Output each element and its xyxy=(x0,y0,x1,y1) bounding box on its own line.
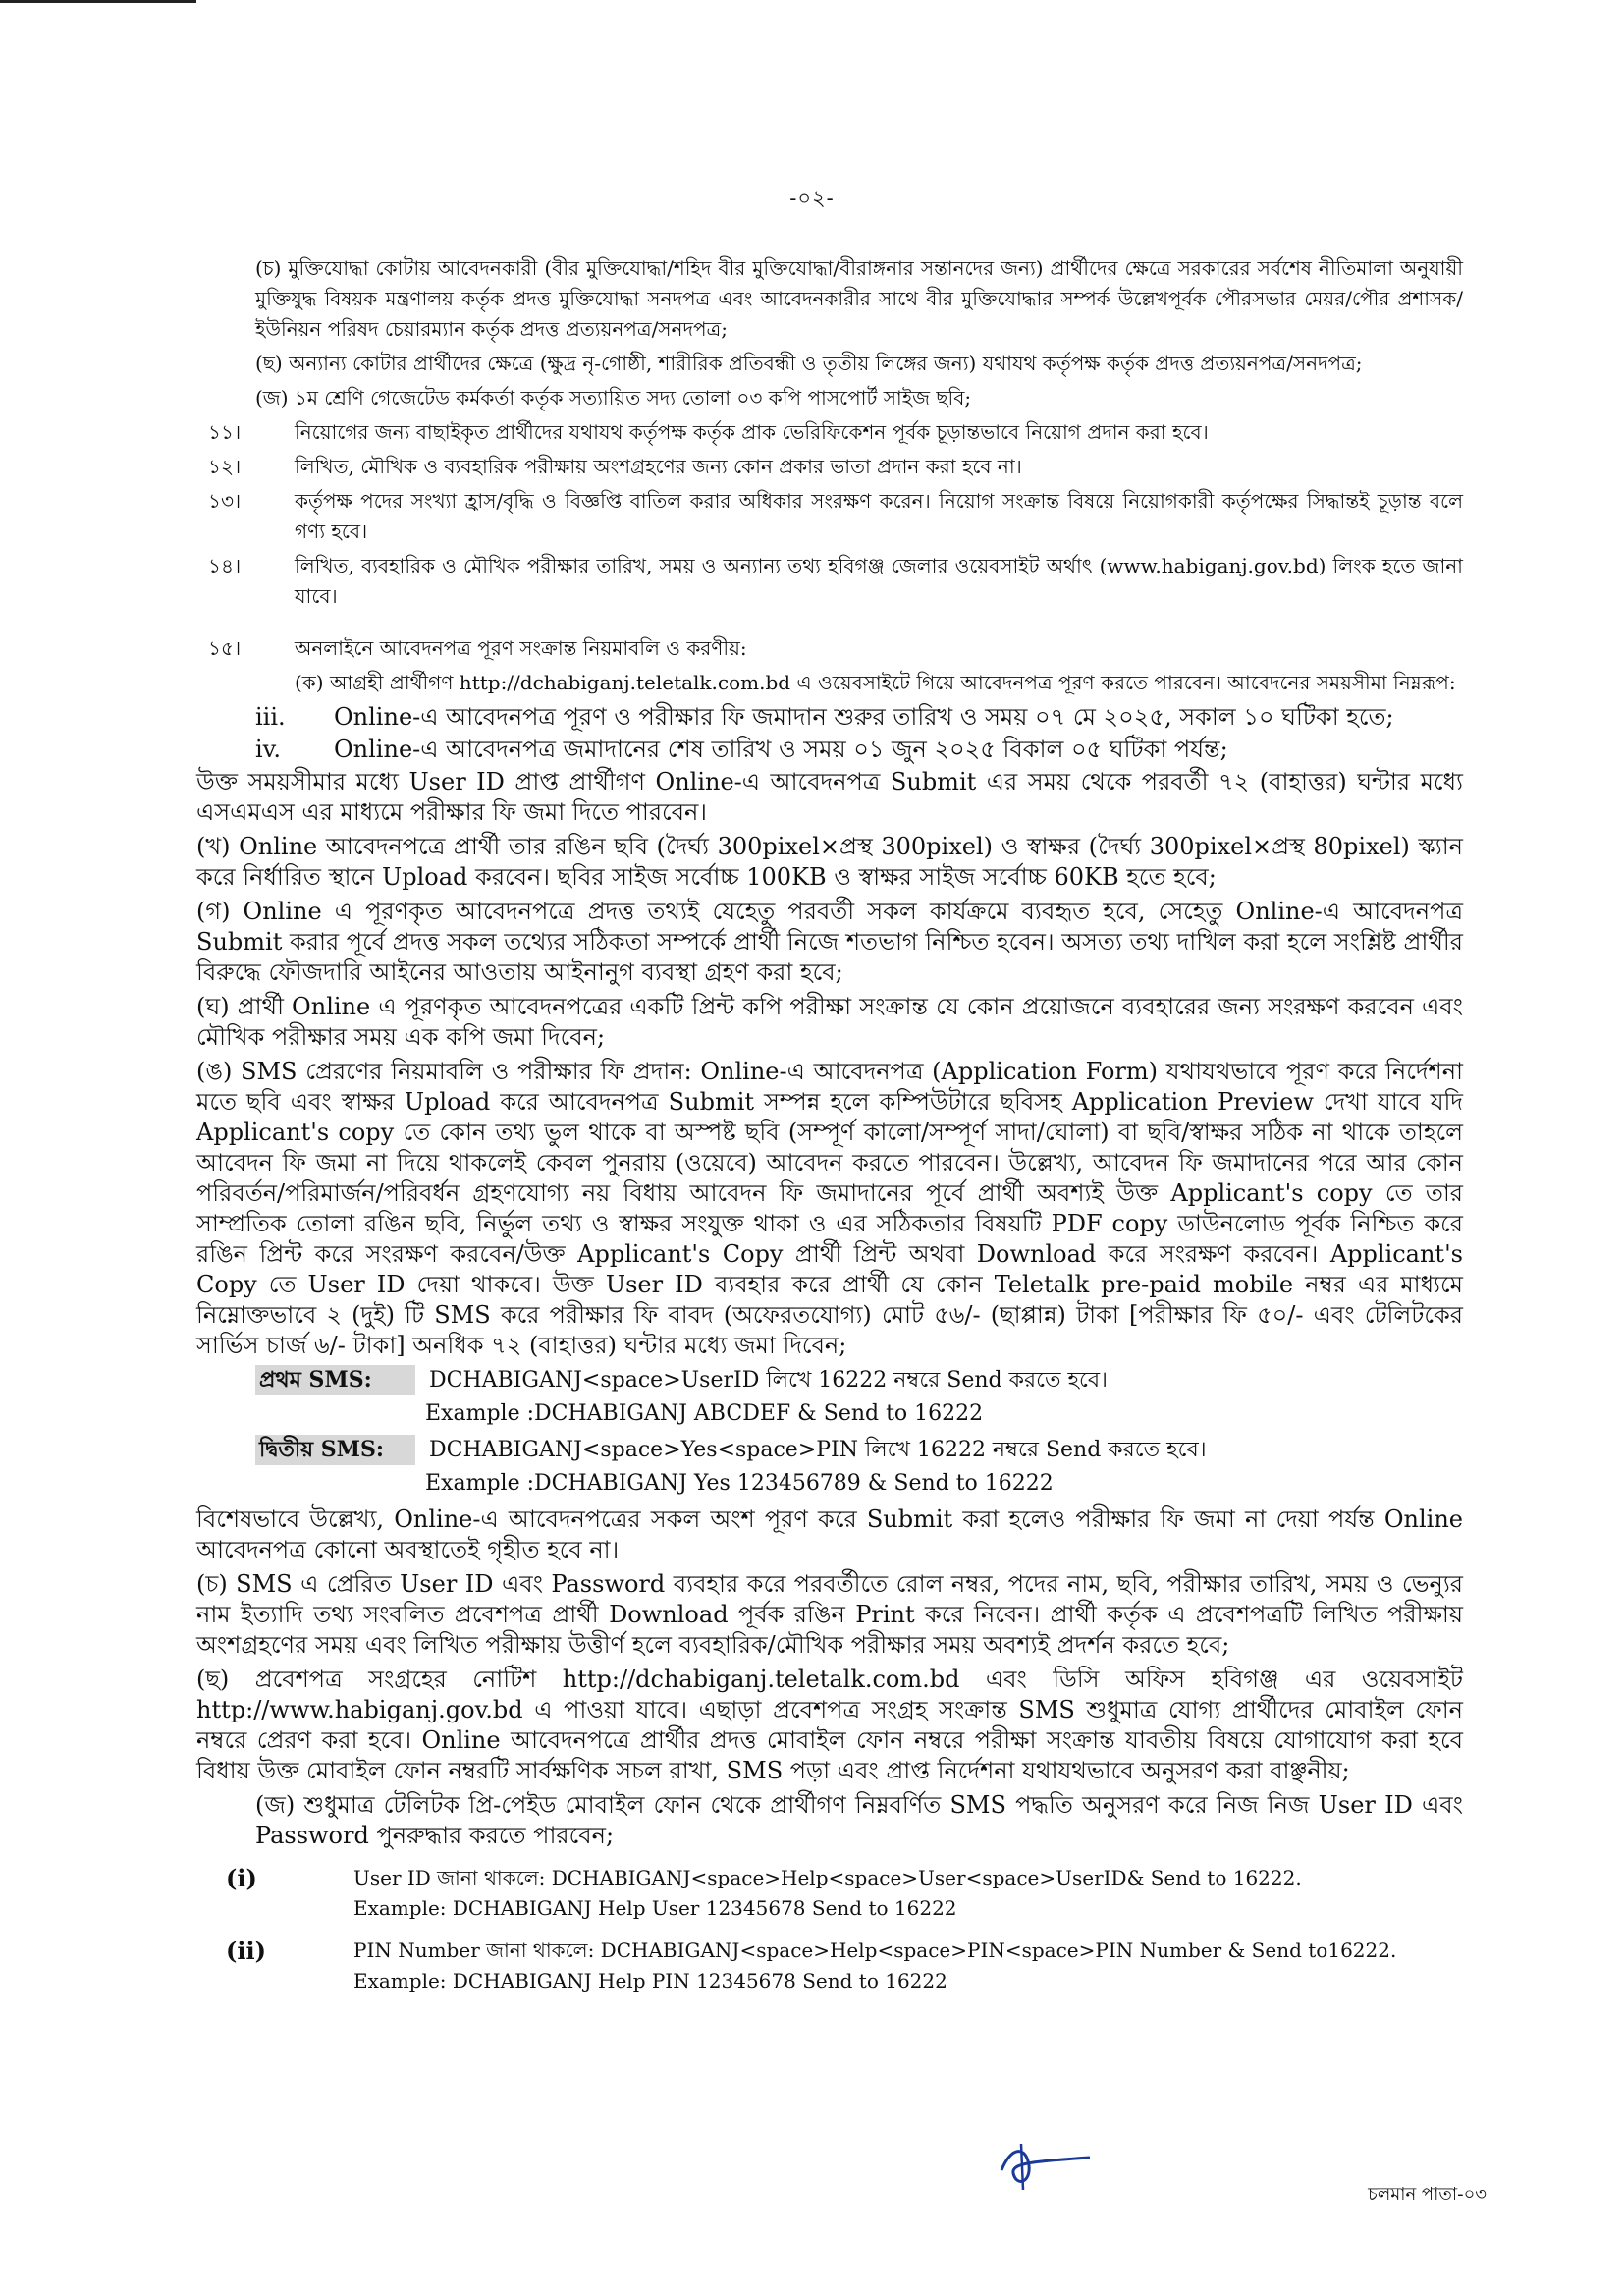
item-text: নিয়োগের জন্য বাছাইকৃত প্রার্থীদের যথাযথ কর্তৃপক্ষ কর্তৃক প্রাক ভেরিফিকেশন পূর্বক চূড়ান্তভাবে নিয়োগ প্রদান করা হবে। xyxy=(295,420,1209,444)
online-intro: (ক) আগ্রহী প্রার্থীগণ http://dchabiganj.teletalk.com.bd এ ওয়েবসাইটে গিয়ে আবেদনপত্র পূরণ করতে পারবেন। আবেদনের সময়সীমা নিম্নরূপ: xyxy=(295,671,1456,694)
sms-first xyxy=(196,1365,1463,1395)
item-cha-freedom-fighter: (চ) মুক্তিযোদ্ধা কোটায় আবেদনকারী (বীর মুক্তিযোদ্ধা/শহিদ বীর মুক্তিযোদ্ধা/বীরাঙ্গনার সন্তানদের জন্য) প্রার্থীদের ক্ষেত্রে সরকারের সর্বশেষ নীতিমালা অনুযায়ী মুক্তিযুদ্ধ বিষয়ক মন্ত্রণালয় কর্তৃক প্রদত্ত মুক্তিযোদ্ধা সনদপত্র এবং আবেদনকারীর সাথে বীর মুক্তিযোদ্ধার সম্পর্ক উল্লেখপূর্বক পৌরসভার মেয়র/পৌর প্রশাসক/ইউনিয়ন পরিষদ চেয়ারম্যান কর্তৃক প্রদত্ত প্রত্যয়নপত্র/সনদপত্র; xyxy=(255,256,1463,341)
recovery-pin xyxy=(196,1936,1463,1966)
item-ga-accuracy: (গ) Online এ পূরণকৃত আবেদনপত্রে প্রদত্ত তথ্যই যেহেতু পরবর্তী সকল কার্যক্রমে ব্যবহৃত হবে, সেহেতু Online-এ আবেদনপত্র Submit করার পূর্বে প্রদত্ত সকল তথ্যের সঠিকতা সম্পর্কে প্রার্থী নিজে শতভাগ নিশ্চিত হবেন। অসত্য তথ্য দাখিল করা হলে সংশ্লিষ্ট প্রার্থীর বিরুদ্ধে ফৌজদারি আইনের আওতায় আইনানুগ ব্যবস্থা গ্রহণ করা হবে; xyxy=(196,898,1463,986)
recovery-example: Example: DCHABIGANJ Help User 12345678 Send to 16222 xyxy=(353,1896,957,1920)
item-number: ১২। xyxy=(208,455,242,478)
numbered-item-15 xyxy=(196,633,1463,664)
item-chha-other-quota: (ছ) অন্যান্য কোটার প্রার্থীদের ক্ষেত্রে (ক্ষুদ্র নৃ-গোষ্ঠী, শারীরিক প্রতিবন্ধী ও তৃতীয় লিঙ্গের জন্য) যথাযথ কর্তৃপক্ষ কর্তৃক প্রদত্ত প্রত্যয়নপত্র/সনদপত্র; xyxy=(255,352,1363,375)
sms-text: DCHABIGANJ<space>UserID লিখে 16222 নম্বরে Send করতে হবে। xyxy=(429,1368,1108,1393)
sms-second xyxy=(196,1435,1463,1465)
item-umo-sms-rules: (ঙ) SMS প্রেরণের নিয়মাবলি ও পরীক্ষার ফি প্রদান: Online-এ আবেদনপত্র (Application Form) যথাযথভাবে পূরণ করে নির্দেশনা মতে ছবি এবং স্বাক্ষর Upload করে আবেদনপত্র Submit সম্পন্ন হলে কম্পিউটারে ছবিসহ Application Preview দেখা যাবে যদি Applicant's copy তে কোন তথ্য ভুল থাকে বা অস্পষ্ট ছবি (সম্পূর্ণ কালো/সম্পূর্ণ সাদা/ঘোলা) বা ছবি/স্বাক্ষর সঠিক না থাকে তাহলে আবেদন ফি জমা না দিয়ে থাকলেই কেবল পুনরায় (ওয়েবে) আবেদন করতে পারবেন। উল্লেখ্য, আবেদন ফি জমাদানের পরে আর কোন পরিবর্তন/পরিমার্জন/পরিবর্ধন গ্রহণযোগ্য নয় বিধায় আবেদন ফি জমাদানের পূর্বে প্রার্থী অবশ্যই উক্ত Applicant's copy তে তার সাম্প্রতিক তোলা রঙিন ছবি, নির্ভুল তথ্য ও স্বাক্ষর সংযুক্ত থাকা ও এর সঠিকতার বিষয়টি PDF copy ডাউনলোড পূর্বক নিশ্চিত করে রঙিন প্রিন্ট করে সংরক্ষণ করবেন/উক্ত Applicant's Copy প্রার্থী প্রিন্ট অথবা Download করে সংরক্ষণ করবেন। Applicant's Copy তে User ID দেয়া থাকবে। উক্ত User ID ব্যবহার করে প্রার্থী যে কোন Teletalk pre-paid mobile নম্বর এর মাধ্যমে নিম্নোক্তভাবে ২ (দুই) টি SMS করে পরীক্ষার ফি বাবদ (অফেরতযোগ্য) মোট ৫৬/- (ছাপ্পান্ন) টাকা [পরীক্ষার ফি ৫০/- এবং টেলিটকের সার্ভিস চার্জ ৬/- টাকা] অনধিক ৭২ (বাহাত্তর) ঘন্টার মধ্যে জমা দিবেন; xyxy=(196,1058,1463,1359)
roman-numeral: iii. xyxy=(255,703,286,731)
item-ja-recovery: (জ) শুধুমাত্র টেলিটক প্রি-পেইড মোবাইল ফোন থেকে প্রার্থীগণ নিম্নবর্ণিত SMS পদ্ধতি অনুসরণ করে নিজ নিজ User ID এবং Password পুনরুদ্ধার করতে পারবেন; xyxy=(255,1791,1463,1849)
sms-label: প্রথম SMS: xyxy=(255,1365,415,1395)
after-roman-note: উক্ত সময়সীমার মধ্যে User ID প্রাপ্ত প্রার্থীগণ Online-এ আবেদনপত্র Submit এর সময় থেকে পরবর্তী ৭২ (বাহাত্তর) ঘন্টার মধ্যে এসএমএস এর মাধ্যমে পরীক্ষার ফি জমা দিতে পারবেন। xyxy=(196,768,1463,826)
deadline-start xyxy=(196,702,1463,733)
item-text: লিখিত, ব্যবহারিক ও মৌখিক পরীক্ষার তারিখ, সময় ও অন্যান্য তথ্য হবিগঞ্জ জেলার ওয়েবসাইট অর্থাৎ (www.habiganj.gov.bd) লিংক হতে জানা যাবে। xyxy=(295,554,1463,608)
item-number: ১১। xyxy=(208,420,242,444)
item-text: লিখিত, মৌখিক ও ব্যবহারিক পরীক্ষায় অংশগ্রহণের জন্য কোন প্রকার ভাতা প্রদান করা হবে না। xyxy=(295,455,1022,478)
roman-text: Online-এ আবেদনপত্র জমাদানের শেষ তারিখ ও সময় ০১ জুন ২০২৫ বিকাল ০৫ ঘটিকা পর্যন্ত; xyxy=(334,736,1228,763)
deadline-end xyxy=(196,735,1463,765)
special-note: বিশেষভাবে উল্লেখ্য, Online-এ আবেদনপত্রের সকল অংশ পূরণ করে Submit করা হলেও পরীক্ষার ফি জমা না দেয়া পর্যন্ত Online আবেদনপত্র কোনো অবস্থাতেই গৃহীত হবে না। xyxy=(196,1505,1463,1563)
running-page-label: চলমান পাতা-০৩ xyxy=(1368,2184,1487,2205)
roman-numeral: iv. xyxy=(255,736,282,763)
page-number: -০২- xyxy=(789,187,835,210)
item-gha-print: (ঘ) প্রার্থী Online এ পূরণকৃত আবেদনপত্রের একটি প্রিন্ট কপি পরীক্ষা সংক্রান্ত যে কোন প্রয়োজনে ব্যবহারের জন্য সংরক্ষণ করবেন এবং মৌখিক পরীক্ষার সময় এক কপি জমা দিবেন; xyxy=(196,993,1463,1051)
recovery-label: (ii) xyxy=(226,1937,266,1965)
item-number: ১৫। xyxy=(208,636,242,660)
roman-text: Online-এ আবেদনপত্র পূরণ ও পরীক্ষার ফি জমাদান শুরুর তারিখ ও সময় ০৭ মে ২০২৫, সকাল ১০ ঘটিকা হতে; xyxy=(334,703,1394,731)
numbered-item-12 xyxy=(196,452,1463,482)
numbered-item-11 xyxy=(196,417,1463,448)
numbered-item-13 xyxy=(196,486,1463,547)
item-cha-admit-card: (চ) SMS এ প্রেরিত User ID এবং Password ব্যবহার করে পরবর্তীতে রোল নম্বর, পদের নাম, ছবি, পরীক্ষার তারিখ, সময় ও ভেন্যুর নাম ইত্যাদি তথ্য সংবলিত প্রবেশপত্র প্রার্থী Download পূর্বক রঙিন Print করে নিবেন। প্রার্থী কর্তৃক এ প্রবেশপত্রটি লিখিত পরীক্ষায় অংশগ্রহণের সময় এবং লিখিত পরীক্ষায় উত্তীর্ণ হলে ব্যবহারিক/মৌখিক পরীক্ষার সময় অবশ্যই প্রদর্শন করতে হবে; xyxy=(196,1570,1463,1659)
document-body xyxy=(196,253,1463,1996)
item-number: ১৪। xyxy=(208,554,242,577)
recovery-user-id xyxy=(196,1863,1463,1893)
sms-example: Example :DCHABIGANJ Yes 123456789 & Send to 16222 xyxy=(425,1471,1054,1496)
sms-label: দ্বিতীয় SMS: xyxy=(255,1435,415,1465)
sms-example: Example :DCHABIGANJ ABCDEF & Send to 16222 xyxy=(425,1401,984,1426)
item-ja-photo: (জ) ১ম শ্রেণি গেজেটেড কর্মকর্তা কর্তৃক সত্যায়িত সদ্য তোলা ০৩ কপি পাসপোর্ট সাইজ ছবি; xyxy=(255,386,972,410)
item-chha-notice: (ছ) প্রবেশপত্র সংগ্রহের নোটিশ http://dchabiganj.teletalk.com.bd এবং ডিসি অফিস হবিগঞ্জ এর ওয়েবসাইট http://www.habiganj.gov.bd এ পাওয়া যাবে। এছাড়া প্রবেশপত্র সংগ্রহ সংক্রান্ত SMS শুধুমাত্র যোগ্য প্রার্থীদের মোবাইল ফোন নম্বরে প্রেরণ করা হবে। Online আবেদনপত্রে প্রার্থীর প্রদত্ত মোবাইল ফোন নম্বরে পরীক্ষা সংক্রান্ত যাবতীয় বিষয়ে যোগাযোগ করা হবে বিধায় উক্ত মোবাইল ফোন নম্বরটি সার্বক্ষণিক সচল রাখা, SMS পড়া এবং প্রাপ্ত নির্দেশনা যথাযথভাবে অনুসরণ করা বাঞ্ছনীয়; xyxy=(196,1666,1463,1784)
sms-text: DCHABIGANJ<space>Yes<space>PIN লিখে 16222 নম্বরে Send করতে হবে। xyxy=(429,1438,1207,1462)
recovery-text: PIN Number জানা থাকলে: DCHABIGANJ<space>Help<space>PIN<space>PIN Number & Send to16222. xyxy=(353,1939,1397,1962)
signature-mark xyxy=(992,2136,1110,2195)
item-text: অনলাইনে আবেদনপত্র পূরণ সংক্রান্ত নিয়মাবলি ও করণীয়: xyxy=(295,636,747,660)
scan-edge-mark xyxy=(0,0,196,3)
item-text: কর্তৃপক্ষ পদের সংখ্যা হ্রাস/বৃদ্ধি ও বিজ্ঞপ্তি বাতিল করার অধিকার সংরক্ষণ করেন। নিয়োগ সংক্রান্ত বিষয়ে নিয়োগকারী কর্তৃপক্ষের সিদ্ধান্তই চূড়ান্ত বলে গণ্য হবে। xyxy=(295,489,1463,543)
numbered-item-14 xyxy=(196,551,1463,612)
recovery-text: User ID জানা থাকলে: DCHABIGANJ<space>Help<space>User<space>UserID& Send to 16222. xyxy=(353,1866,1302,1889)
recovery-example: Example: DCHABIGANJ Help PIN 12345678 Send to 16222 xyxy=(353,1969,947,1993)
item-number: ১৩। xyxy=(208,489,242,513)
item-kha-upload: (খ) Online আবেদনপত্রে প্রার্থী তার রঙিন ছবি (দৈর্ঘ্য 300pixel×প্রস্থ 300pixel) ও স্বাক্ষর (দৈর্ঘ্য 300pixel×প্রস্থ 80pixel) স্ক্যান করে নির্ধারিত স্থানে Upload করবেন। ছবির সাইজ সর্বোচ্চ 100KB ও স্বাক্ষর সাইজ সর্বোচ্চ 60KB হতে হবে; xyxy=(196,833,1463,891)
recovery-label: (i) xyxy=(226,1864,257,1892)
